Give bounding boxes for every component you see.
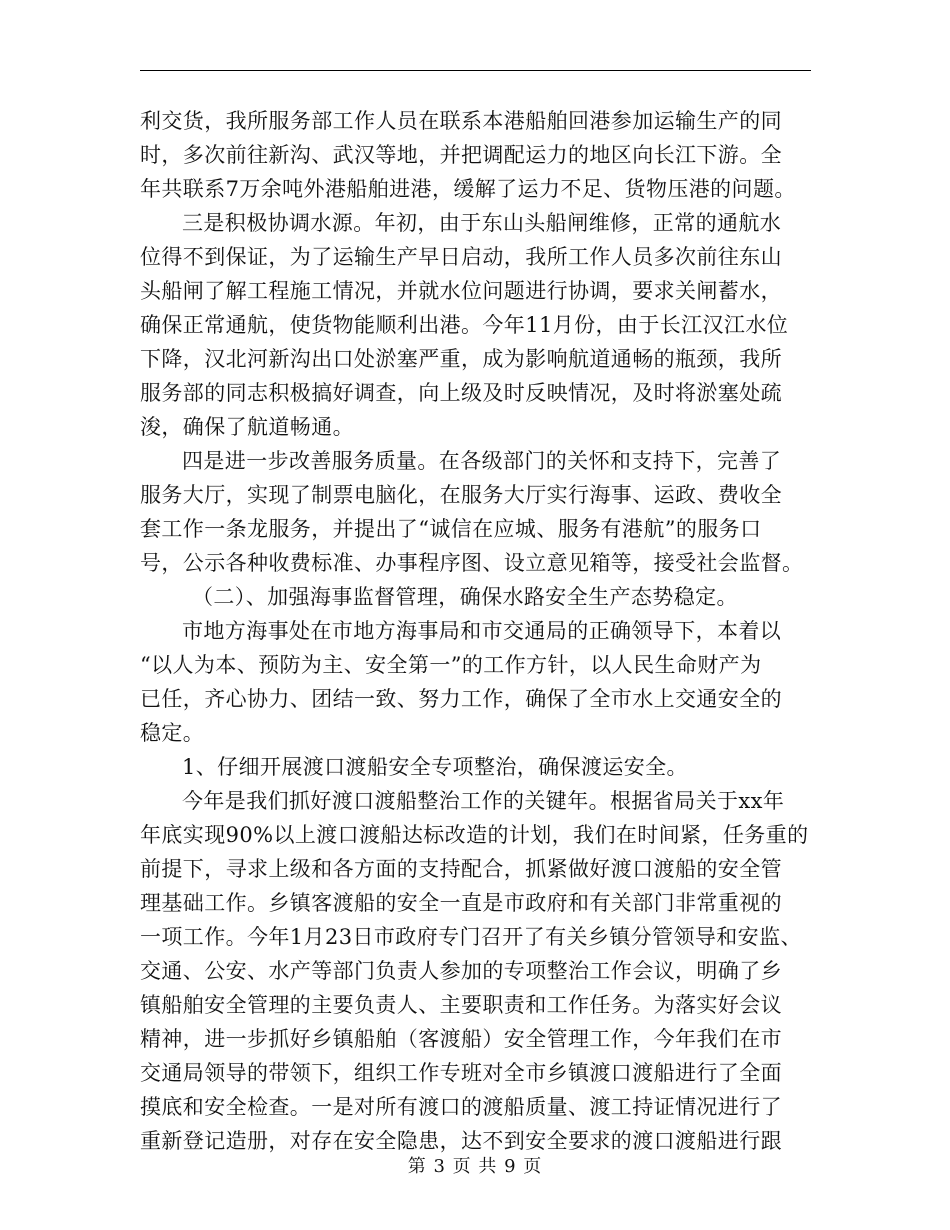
text-line: 年共联系7万余吨外港船舶进港，缓解了运力不足、货物压港的问题。 bbox=[140, 177, 796, 201]
text-line: （二）、加强海事监督管理，确保水路安全生产态势稳定。 bbox=[192, 585, 738, 609]
text-line: 已任，齐心协力、团结一致、努力工作，确保了全市水上交通安全的 bbox=[140, 687, 782, 711]
text-line: 交通、公安、水产等部门负责人参加的专项整治工作会议，明确了乡 bbox=[140, 959, 782, 983]
subsection-heading bbox=[140, 750, 820, 784]
text-line: 前提下，寻求上级和各方面的支持配合，抓紧做好渡口渡船的安全管 bbox=[140, 857, 782, 881]
text-line: 今年是我们抓好渡口渡船整治工作的关键年。根据省局关于xx年 bbox=[182, 789, 785, 813]
text-line: 服务大厅，实现了制票电脑化，在服务大厅实行海事、运政、费收全 bbox=[140, 483, 782, 507]
text-line: 号，公示各种收费标准、办事程序图、设立意见箱等，接受社会监督。 bbox=[140, 551, 804, 575]
text-line: 浚，确保了航道畅通。 bbox=[140, 415, 354, 439]
text-line: 摸底和安全检查。一是对所有渡口的渡船质量、渡工持证情况进行了 bbox=[140, 1095, 782, 1119]
text-line: 1、仔细开展渡口渡船安全专项整治，确保渡运安全。 bbox=[182, 755, 688, 779]
text-line: 确保正常通航，使货物能顺利出港。今年11月份，由于长江汉江水位 bbox=[140, 313, 789, 337]
text-line: 套工作一条龙服务，并提出了“诚信在应城、服务有港航”的服务口 bbox=[140, 517, 762, 541]
text-line: 一项工作。今年1月23日市政府专门召开了有关乡镇分管领导和安监、 bbox=[140, 925, 802, 949]
text-line: 时，多次前往新沟、武汉等地，并把调配运力的地区向长江下游。全 bbox=[140, 143, 782, 167]
text-line: 下降，汉北河新沟出口处淤塞严重，成为影响航道通畅的瓶颈，我所 bbox=[140, 347, 782, 371]
paragraph bbox=[140, 784, 820, 1158]
text-line: 重新登记造册，对存在安全隐患，达不到安全要求的渡口渡船进行跟 bbox=[140, 1129, 782, 1153]
text-line: 交通局领导的带领下，组织工作专班对全市乡镇渡口渡船进行了全面 bbox=[140, 1061, 782, 1085]
section-heading bbox=[140, 580, 820, 614]
text-line: “以人为本、预防为主、安全第一”的工作方针，以人民生命财产为 bbox=[140, 653, 762, 677]
text-line: 头船闸了解工程施工情况，并就水位问题进行协调，要求关闸蓄水， bbox=[140, 279, 782, 303]
paragraph bbox=[140, 206, 820, 444]
text-line: 理基础工作。乡镇客渡船的安全一直是市政府和有关部门非常重视的 bbox=[140, 891, 782, 915]
text-line: 服务部的同志积极搞好调查，向上级及时反映情况，及时将淤塞处疏 bbox=[140, 381, 782, 405]
text-line: 精神，进一步抓好乡镇船舶（客渡船）安全管理工作，今年我们在市 bbox=[140, 1027, 782, 1051]
text-line: 市地方海事处在市地方海事局和市交通局的正确领导下，本着以 bbox=[182, 619, 782, 643]
text-line: 三是积极协调水源。年初，由于东山头船闸维修，正常的通航水 bbox=[182, 211, 782, 235]
paragraph bbox=[140, 614, 820, 750]
text-line: 镇船舶安全管理的主要负责人、主要职责和工作任务。为落实好会议 bbox=[140, 993, 782, 1017]
text-line: 年底实现90%以上渡口渡船达标改造的计划，我们在时间紧，任务重的 bbox=[140, 823, 809, 847]
page-footer: 第 3 页 共 9 页 bbox=[407, 1156, 543, 1177]
text-line: 位得不到保证，为了运输生产早日启动，我所工作人员多次前往东山 bbox=[140, 245, 782, 269]
text-line: 利交货，我所服务部工作人员在联系本港船舶回港参加运输生产的同 bbox=[140, 109, 782, 133]
text-line: 稳定。 bbox=[140, 721, 205, 745]
document-body bbox=[140, 104, 820, 1158]
paragraph bbox=[140, 444, 820, 580]
header-rule bbox=[140, 70, 811, 71]
text-line: 四是进一步改善服务质量。在各级部门的关怀和支持下，完善了 bbox=[182, 449, 782, 473]
paragraph bbox=[140, 104, 820, 206]
